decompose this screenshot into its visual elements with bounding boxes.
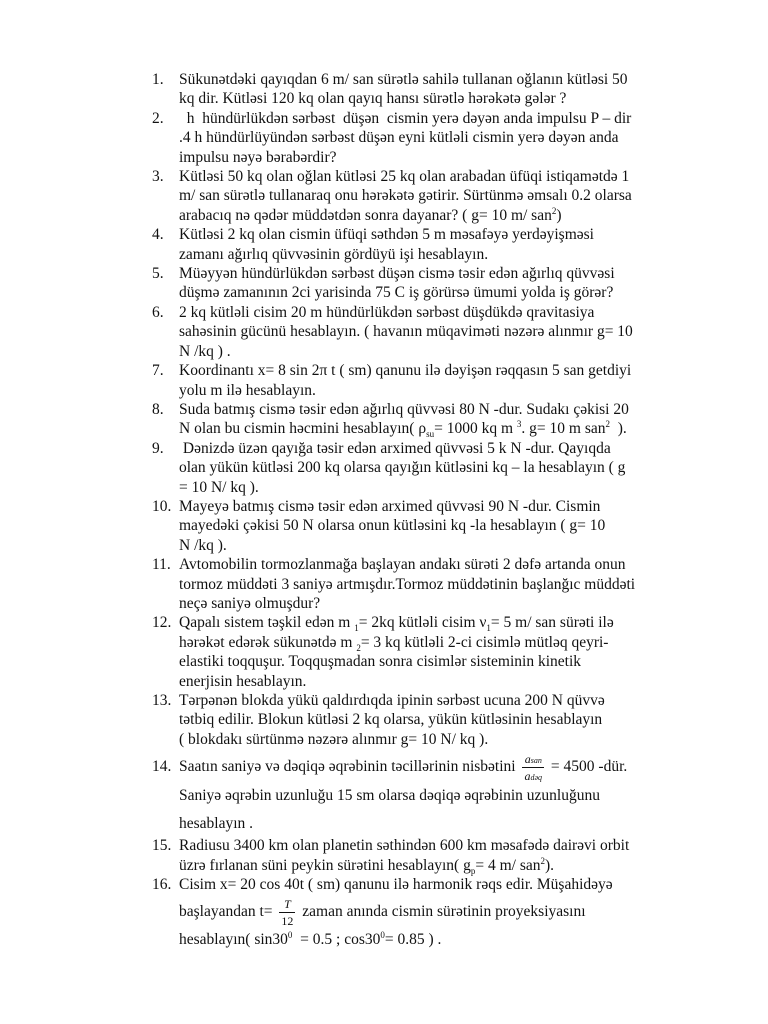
numerator-symbol: a bbox=[524, 752, 531, 767]
line-part: = 4500 -dür. bbox=[550, 758, 628, 776]
line: Dənizdə üzən qayığa təsir edən arximed qüvvəsi 5 k N -dur. Qayıqda bbox=[179, 439, 611, 457]
numerator: T bbox=[279, 898, 295, 913]
line: tormoz müddəti 3 saniyə artmışdır.Tormoz müddətinin başlanğıc müddəti bbox=[179, 575, 636, 593]
line: neçə saniyə olmuşdur? bbox=[179, 594, 321, 612]
item-number: 13. bbox=[152, 692, 172, 709]
line-part: = 0.85 ) . bbox=[384, 931, 442, 949]
problem-9 bbox=[152, 439, 722, 497]
item-number: 10. bbox=[152, 497, 172, 515]
subscript: p bbox=[470, 865, 476, 876]
item-number: 5. bbox=[152, 265, 164, 283]
line: sahəsinin gücünü hesablayın. ( havanın müqaviməti nəzərə alınmır g= 10 bbox=[179, 323, 633, 341]
problem-8 bbox=[152, 400, 722, 439]
line: Cisim x= 20 cos 40t ( sm) qanunu ilə harmonik rəqs edir. Müşahidəyə bbox=[179, 876, 613, 894]
item-number: 3. bbox=[152, 168, 164, 186]
line: elastiki toqquşur. Toqquşmadan sonra cisimlər sisteminin kinetik bbox=[179, 653, 582, 671]
item-number: 12. bbox=[152, 614, 172, 632]
line-part: Saatın saniyə və dəqiqə əqrəbinin təcillərinin nisbətini bbox=[179, 758, 516, 776]
problem-12 bbox=[152, 613, 722, 691]
line-part: = 5 m/ san sürəti ilə bbox=[490, 614, 614, 632]
line-part: . g= 10 m san bbox=[521, 420, 606, 438]
superscript: 2 bbox=[551, 205, 557, 216]
line: 2 kq kütləli cisim 20 m hündürlükdən sərbəst düşdükdə qravitasiya bbox=[179, 303, 595, 321]
problem-11 bbox=[152, 555, 722, 613]
line: h hündürlükdən sərbəst düşən cismin yerə dəyən anda impulsu P – dir bbox=[179, 109, 632, 127]
fraction bbox=[522, 753, 544, 782]
line-part: ). bbox=[545, 856, 555, 874]
line: zamanı ağırlıq qüvvəsinin gördüyü işi hesablayın. bbox=[179, 245, 489, 263]
line: Mayeyə batmış cismə təsir edən arximed qüvvəsi 90 N -dur. Cismin bbox=[179, 497, 601, 515]
line-part: başlayandan t= bbox=[179, 903, 273, 921]
line: arabacıq nə qədər müddətdən sonra dayanar? ( g= 10 m/ san bbox=[179, 206, 552, 224]
item-number: 7. bbox=[152, 362, 164, 380]
problem-14 bbox=[152, 753, 722, 838]
line: Radiusu 3400 km olan planetin səthindən 600 km məsafədə dairəvi orbit bbox=[179, 837, 630, 855]
line: N olan bu cismin həcmini hesablayın( ρ bbox=[179, 420, 427, 438]
problem-6 bbox=[152, 303, 722, 361]
superscript: 2 bbox=[605, 419, 610, 430]
line: yolu m ilə hesablayın. bbox=[179, 381, 316, 399]
line: ( blokdakı sürtünmə nəzərə alınmır g= 10 N/ kq ). bbox=[179, 730, 489, 748]
line: kq dir. Kütləsi 120 kq olan qayıq hansı sürətlə hərəkətə gələr ? bbox=[179, 90, 567, 108]
line: olan yükün kütləsi 200 kq olarsa qayığın kütləsini kq – la hesablayın ( g bbox=[179, 459, 626, 477]
numerator-subscript: san bbox=[530, 756, 542, 766]
subscript: 1 bbox=[354, 623, 359, 634]
line-part: Qapalı sistem təşkil edən m bbox=[179, 614, 355, 632]
denominator-subscript: dəq bbox=[530, 773, 543, 783]
line: düşmə zamanının 2ci yarisinda 75 C iş görürsə ümumi yolda iş görər? bbox=[179, 284, 614, 302]
problem-10 bbox=[152, 497, 722, 555]
item-number: 9. bbox=[152, 439, 164, 457]
line: Avtomobilin tormozlanmağa başlayan andakı sürəti 2 dəfə artanda onun bbox=[179, 556, 626, 574]
fraction bbox=[279, 898, 295, 927]
line: hesablayın . bbox=[179, 815, 254, 833]
line: = 10 N/ kq ). bbox=[179, 478, 259, 496]
item-number: 11. bbox=[152, 556, 171, 574]
line-part: ). bbox=[610, 420, 627, 438]
denominator bbox=[522, 768, 544, 782]
problem-13 bbox=[152, 691, 722, 749]
item-number: 8. bbox=[152, 400, 164, 418]
line: Tərpənən blokda yükü qaldırdıqda ipinin sərbəst ucuna 200 N qüvvə bbox=[179, 692, 605, 709]
line: m/ san sürətlə tullanaraq onu hərəkətə gətirir. Sürtünmə əmsalı 0.2 olarsa bbox=[179, 187, 632, 205]
problem-4 bbox=[152, 225, 722, 264]
line: enerjisin hesablayın. bbox=[179, 672, 307, 690]
line: Müəyyən hündürlükdən sərbəst düşən cismə təsir edən ağırlıq qüvvəsi bbox=[179, 265, 615, 283]
item-number: 15. bbox=[152, 837, 172, 855]
problem-16 bbox=[152, 875, 722, 950]
item-number: 6. bbox=[152, 303, 164, 321]
superscript: 3 bbox=[516, 419, 522, 430]
line: mayedəki çəkisi 50 N olarsa onun kütləsini kq -la hesablayın ( g= 10 bbox=[179, 517, 606, 535]
item-number: 16. bbox=[152, 876, 172, 894]
item-number: 14. bbox=[152, 758, 172, 776]
problem-2 bbox=[152, 109, 722, 167]
superscript: 0 bbox=[380, 930, 385, 941]
line: Koordinantı x= 8 sin 2π t ( sm) qanunu ilə dəyişən rəqqasın 5 san getdiyi bbox=[179, 362, 632, 380]
denominator: 12 bbox=[281, 914, 294, 929]
line: Kütləsi 50 kq olan oğlan kütləsi 25 kq olan arabadan üfüqi istiqamətdə 1 bbox=[179, 168, 630, 186]
line-part: üzrə fırlanan süni peykin sürətini hesablayın( g bbox=[179, 856, 471, 874]
problem-1 bbox=[152, 70, 722, 109]
line: Kütləsi 2 kq olan cismin üfüqi səthdən 5 m məsafəyə yerdəyişməsi bbox=[179, 226, 594, 244]
problem-3 bbox=[152, 167, 722, 225]
item-number: 2. bbox=[152, 109, 164, 127]
line-part: = 0.5 ; cos30 bbox=[292, 931, 381, 949]
line-part: = 3 kq kütləli 2-ci cisimlə mütləq qeyri- bbox=[360, 633, 609, 651]
line-part: zaman anında cismin sürətinin proyeksiyasını bbox=[302, 903, 586, 921]
line: tətbiq edilir. Blokun kütləsi 2 kq olarsa, yükün kütləsinin hesablayın bbox=[179, 711, 603, 729]
line-part: hesablayın( sin30 bbox=[179, 931, 288, 949]
line: impulsu nəyə bərabərdir? bbox=[179, 148, 337, 166]
item-number: 1. bbox=[152, 71, 164, 88]
problem-15 bbox=[152, 836, 722, 875]
line: N /kq ) . bbox=[179, 342, 231, 360]
subscript: su bbox=[426, 429, 435, 440]
item-number: 4. bbox=[152, 226, 164, 244]
problem-5 bbox=[152, 264, 722, 303]
numerator bbox=[522, 753, 544, 768]
line: Sükunətdəki qayıqdan 6 m/ san sürətlə sahilə tullanan oğlanın kütləsi 50 bbox=[179, 71, 628, 88]
line: .4 h hündürlüyündən sərbəst düşən eyni kütləli cismin yerə dəyən anda bbox=[179, 129, 619, 147]
line-tail: ) bbox=[556, 206, 562, 224]
line: N /kq ). bbox=[179, 536, 227, 554]
problem-list bbox=[152, 70, 722, 950]
line: Saniyə əqrəbin uzunluğu 15 sm olarsa dəqiqə əqrəbinin uzunluğunu bbox=[179, 787, 600, 805]
superscript: 0 bbox=[287, 930, 293, 941]
line: Suda batmış cismə təsir edən ağırlıq qüvvəsi 80 N -dur. Sudakı çəkisi 20 bbox=[179, 400, 629, 418]
subscript: 2 bbox=[356, 642, 361, 653]
line-part: hərəkət edərək sükunətdə m bbox=[179, 633, 357, 651]
line-part: = 4 m/ san bbox=[475, 856, 541, 874]
subscript: 1 bbox=[486, 623, 491, 634]
superscript: 2 bbox=[540, 855, 545, 866]
line-part: = 2kq kütləli cisim ν bbox=[358, 614, 487, 632]
denominator-symbol: a bbox=[524, 769, 531, 784]
problem-7 bbox=[152, 361, 722, 400]
line-part: = 1000 kq m bbox=[434, 420, 517, 438]
